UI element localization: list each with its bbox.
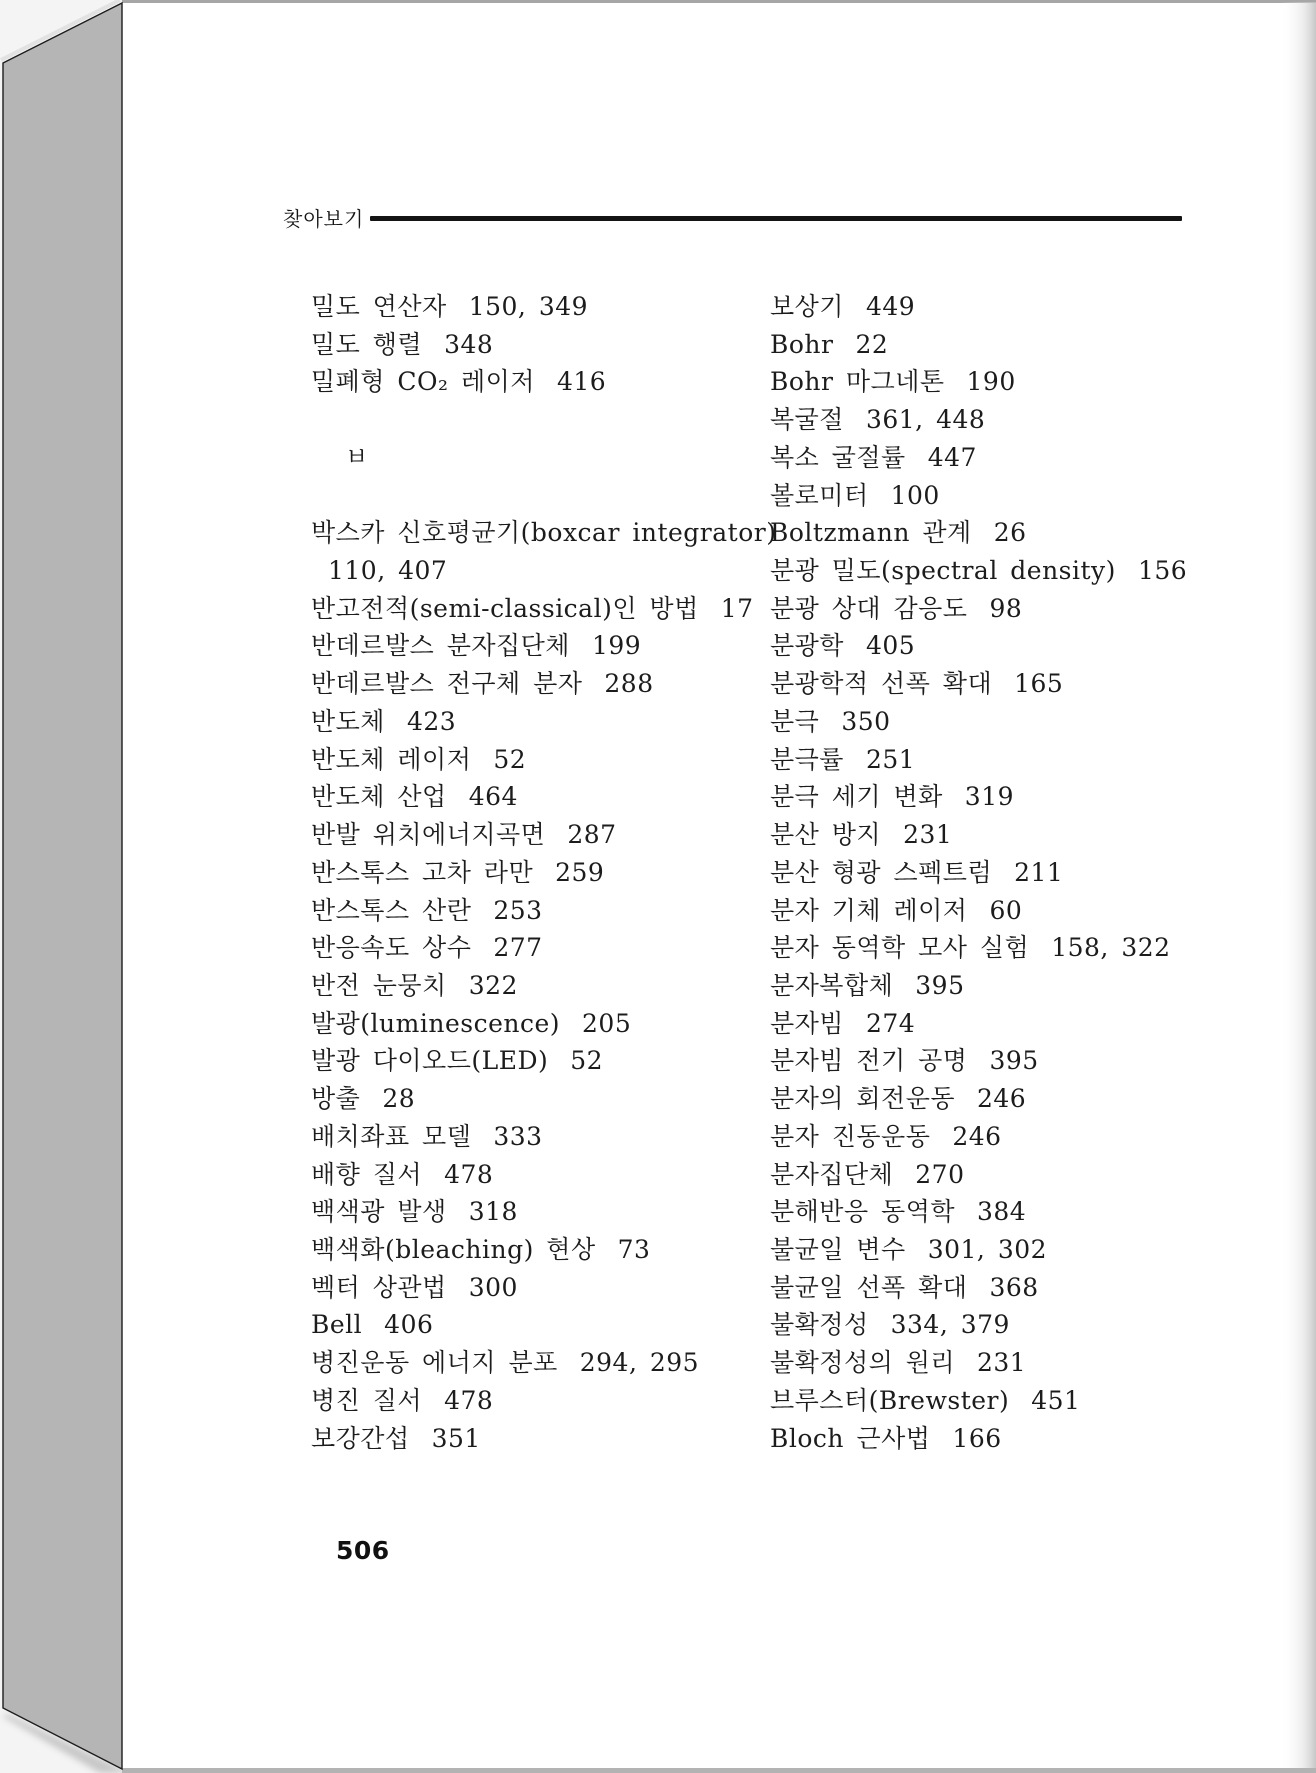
entry-term: 분광학적 선폭 확대 — [770, 669, 993, 699]
entry-term: Bloch 근사법 — [770, 1423, 931, 1453]
index-section-header — [311, 439, 776, 477]
index-entry — [770, 1382, 1187, 1420]
index-entry — [311, 363, 776, 401]
entry-term: 분자복합체 — [770, 970, 894, 1000]
index-entry — [311, 1118, 776, 1156]
entry-term: 분극 세기 변화 — [770, 782, 943, 812]
entry-term: 반도체 — [311, 706, 385, 736]
entry-page-numbers: 150, 349 — [468, 292, 589, 321]
index-entry — [770, 1042, 1187, 1080]
index-entry — [770, 477, 1187, 515]
index-entry — [770, 892, 1187, 930]
entry-page-numbers: 110, 407 — [328, 556, 448, 586]
index-entry — [311, 1156, 776, 1194]
index-entry — [770, 1080, 1187, 1118]
index-entry — [770, 401, 1187, 439]
entry-term: 백색화(bleaching) 현상 — [311, 1234, 596, 1264]
entry-page-numbers: 52 — [570, 1046, 604, 1076]
entry-term: 병진 질서 — [311, 1385, 423, 1415]
index-column-right — [770, 288, 1187, 1457]
entry-page-numbers: 165 — [1014, 669, 1064, 699]
entry-page-numbers: 405 — [865, 631, 916, 661]
entry-term: 보상기 — [770, 292, 844, 321]
entry-page-numbers: 205 — [582, 1008, 632, 1038]
entry-page-numbers: 478 — [444, 1159, 494, 1189]
entry-term: 반발 위치에너지곡면 — [311, 820, 546, 850]
entry-term: 분극 — [770, 706, 820, 736]
index-entry — [770, 326, 1187, 364]
entry-page-numbers: 166 — [952, 1423, 1002, 1453]
index-entry — [311, 816, 776, 854]
entry-page-numbers: 190 — [966, 367, 1016, 397]
entry-page-numbers: 259 — [555, 857, 605, 887]
index-entry — [770, 1118, 1187, 1156]
entry-page-numbers: 211 — [1014, 857, 1064, 887]
entry-term: 병진운동 에너지 분포 — [311, 1348, 558, 1378]
entry-page-numbers: 300 — [468, 1272, 518, 1302]
entry-term: 분자의 회전운동 — [770, 1084, 955, 1114]
index-entry — [311, 665, 776, 703]
entry-page-numbers: 274 — [865, 1008, 916, 1038]
entry-page-numbers: 416 — [556, 367, 607, 397]
index-entry — [770, 741, 1187, 779]
entry-term: 분광학 — [770, 631, 844, 661]
entry-page-numbers: 423 — [406, 706, 457, 736]
paper-top-trim — [122, 0, 1316, 3]
index-entry — [311, 854, 776, 892]
paper-bottom-shadow — [122, 1768, 1316, 1773]
entry-term: 반스톡스 고차 라만 — [311, 857, 534, 887]
entry-term: 반데르발스 전구체 분자 — [311, 669, 583, 699]
entry-page-numbers: 28 — [382, 1084, 416, 1114]
index-entry — [770, 590, 1187, 628]
entry-page-numbers: 246 — [952, 1121, 1002, 1151]
entry-term: 밀도 행렬 — [311, 329, 423, 359]
entry-term: 발광(luminescence) — [311, 1008, 561, 1038]
index-row-spacer — [311, 401, 776, 439]
index-entry — [770, 778, 1187, 816]
entry-page-numbers: 231 — [903, 820, 953, 850]
entry-term: 브루스터(Brewster) — [770, 1385, 1010, 1415]
index-entry — [311, 1005, 776, 1043]
index-entry — [311, 1306, 776, 1344]
entry-term: 밀폐형 CO₂ 레이저 — [311, 367, 535, 397]
entry-term: 분자 기체 레이저 — [770, 895, 968, 925]
entry-page-numbers: 464 — [468, 782, 518, 812]
index-entry — [770, 1420, 1187, 1458]
entry-term: 불확정성 — [770, 1310, 869, 1340]
index-entry — [311, 627, 776, 665]
entry-term: 반응속도 상수 — [311, 933, 472, 963]
index-entry — [770, 967, 1187, 1005]
entry-term: 불균일 선폭 확대 — [770, 1272, 968, 1302]
entry-term: Boltzmann 관계 — [770, 518, 972, 548]
entry-term: 반도체 레이저 — [311, 744, 472, 774]
entry-page-numbers: 288 — [604, 669, 654, 699]
entry-term: 분산 방지 — [770, 820, 882, 850]
page-number: 506 — [336, 1536, 390, 1565]
entry-term: 보강간섭 — [311, 1423, 410, 1453]
entry-page-numbers: 384 — [977, 1197, 1027, 1227]
index-entry — [770, 816, 1187, 854]
entry-page-numbers: 447 — [927, 442, 977, 472]
entry-term: 배치좌표 모델 — [311, 1121, 472, 1151]
index-entry — [311, 514, 776, 552]
section-letter: ㅂ — [345, 442, 369, 471]
index-entry — [770, 1193, 1187, 1231]
entry-term: 볼로미터 — [770, 480, 869, 510]
index-entry — [770, 627, 1187, 665]
index-entry — [770, 1269, 1187, 1307]
entry-page-numbers: 231 — [977, 1348, 1027, 1378]
entry-page-numbers: 351 — [431, 1423, 481, 1453]
index-entry — [311, 1420, 776, 1458]
entry-page-numbers: 449 — [865, 292, 916, 321]
entry-term: 분산 형광 스펙트럼 — [770, 857, 993, 887]
entry-page-numbers: 199 — [591, 631, 642, 661]
entry-term: 분광 상대 감응도 — [770, 593, 968, 623]
entry-page-numbers: 348 — [444, 329, 494, 359]
page-stack-side — [3, 3, 122, 1769]
index-entry — [311, 1269, 776, 1307]
index-entry — [770, 703, 1187, 741]
entry-term: 불균일 변수 — [770, 1234, 906, 1264]
index-entry — [311, 590, 776, 628]
entry-page-numbers: 287 — [567, 820, 617, 850]
index-entry — [311, 1231, 776, 1269]
index-entry — [770, 1344, 1187, 1382]
index-entry-continuation — [311, 552, 776, 590]
entry-page-numbers: 333 — [493, 1121, 543, 1151]
entry-page-numbers: 478 — [444, 1385, 494, 1415]
entry-page-numbers: 322 — [468, 970, 518, 1000]
index-entry — [311, 1382, 776, 1420]
index-entry — [311, 326, 776, 364]
entry-term: 반전 눈뭉치 — [311, 970, 447, 1000]
entry-page-numbers: 451 — [1031, 1385, 1081, 1415]
index-entry — [770, 854, 1187, 892]
index-entry — [311, 1042, 776, 1080]
entry-term: 백색광 발생 — [311, 1197, 447, 1227]
entry-page-numbers: 100 — [890, 480, 940, 510]
entry-term: 복소 굴절률 — [770, 442, 906, 472]
index-entry — [770, 929, 1187, 967]
entry-page-numbers: 52 — [493, 744, 527, 774]
entry-term: 분광 밀도(spectral density) — [770, 556, 1116, 586]
entry-term: 반도체 산업 — [311, 782, 447, 812]
index-header — [283, 203, 1182, 232]
index-entry — [770, 288, 1187, 326]
entry-page-numbers: 277 — [493, 933, 543, 963]
index-entry — [311, 288, 776, 326]
entry-term: 분자빔 — [770, 1008, 844, 1038]
entry-page-numbers: 270 — [915, 1159, 965, 1189]
index-entry — [311, 778, 776, 816]
index-entry — [770, 552, 1187, 590]
entry-term: 발광 다이오드(LED) — [311, 1046, 549, 1076]
entry-page-numbers: 319 — [964, 782, 1015, 812]
entry-page-numbers: 368 — [989, 1272, 1039, 1302]
header-rule — [370, 216, 1182, 221]
entry-term: Bohr 마그네톤 — [770, 367, 945, 397]
index-entry — [770, 1231, 1187, 1269]
index-entry — [311, 703, 776, 741]
index-title: 찾아보기 — [283, 207, 365, 231]
entry-page-numbers: 156 — [1137, 556, 1188, 586]
index-entry — [311, 892, 776, 930]
entry-term: 방출 — [311, 1084, 361, 1114]
entry-page-numbers: 294, 295 — [579, 1348, 700, 1378]
entry-page-numbers: 17 — [720, 593, 754, 623]
entry-term: 분자빔 전기 공명 — [770, 1046, 968, 1076]
index-row-spacer — [311, 477, 776, 515]
index-entry — [311, 967, 776, 1005]
entry-term: 반데르발스 분자집단체 — [311, 631, 570, 661]
index-entry — [770, 1306, 1187, 1344]
index-entry — [311, 1080, 776, 1118]
entry-term: 분해반응 동역학 — [770, 1197, 955, 1227]
entry-page-numbers: 406 — [384, 1310, 434, 1340]
entry-page-numbers: 395 — [989, 1046, 1039, 1076]
index-entry — [770, 1005, 1187, 1043]
entry-page-numbers: 301, 302 — [927, 1234, 1048, 1264]
index-entry — [311, 929, 776, 967]
index-entry — [311, 741, 776, 779]
index-entry — [311, 1193, 776, 1231]
entry-page-numbers: 251 — [865, 744, 916, 774]
entry-term: 불확정성의 원리 — [770, 1348, 955, 1378]
entry-term: 벡터 상관법 — [311, 1272, 447, 1302]
index-entry — [770, 514, 1187, 552]
entry-page-numbers: 253 — [493, 895, 543, 925]
entry-page-numbers: 334, 379 — [890, 1310, 1010, 1340]
entry-term: 분극률 — [770, 744, 844, 774]
entry-term: 분자집단체 — [770, 1159, 894, 1189]
index-column-left — [311, 288, 776, 1457]
entry-page-numbers: 22 — [855, 329, 889, 359]
entry-page-numbers: 26 — [993, 518, 1027, 548]
index-entry — [311, 1344, 776, 1382]
paper-right-shading — [1280, 2, 1316, 1768]
index-entry — [770, 1156, 1187, 1194]
index-entry — [770, 665, 1187, 703]
entry-term: 박스카 신호평균기(boxcar integrator) — [311, 518, 777, 548]
entry-page-numbers: 73 — [617, 1234, 651, 1264]
entry-page-numbers: 98 — [989, 593, 1023, 623]
entry-page-numbers: 158, 322 — [1051, 933, 1171, 963]
entry-page-numbers: 318 — [468, 1197, 518, 1227]
entry-term: 복굴절 — [770, 405, 844, 435]
entry-page-numbers: 350 — [841, 706, 891, 736]
entry-term: Bohr — [770, 329, 834, 359]
entry-term: Bell — [311, 1310, 363, 1340]
entry-page-numbers: 246 — [977, 1084, 1027, 1114]
entry-page-numbers: 395 — [915, 970, 965, 1000]
entry-page-numbers: 60 — [989, 895, 1023, 925]
entry-term: 배향 질서 — [311, 1159, 423, 1189]
index-entry — [770, 363, 1187, 401]
index-entry — [770, 439, 1187, 477]
entry-term: 밀도 연산자 — [311, 292, 447, 321]
entry-term: 반스톡스 산란 — [311, 895, 472, 925]
entry-term: 분자 동역학 모사 실험 — [770, 933, 1030, 963]
entry-term: 분자 진동운동 — [770, 1121, 931, 1151]
entry-term: 반고전적(semi-classical)인 방법 — [311, 593, 699, 623]
entry-page-numbers: 361, 448 — [865, 405, 986, 435]
